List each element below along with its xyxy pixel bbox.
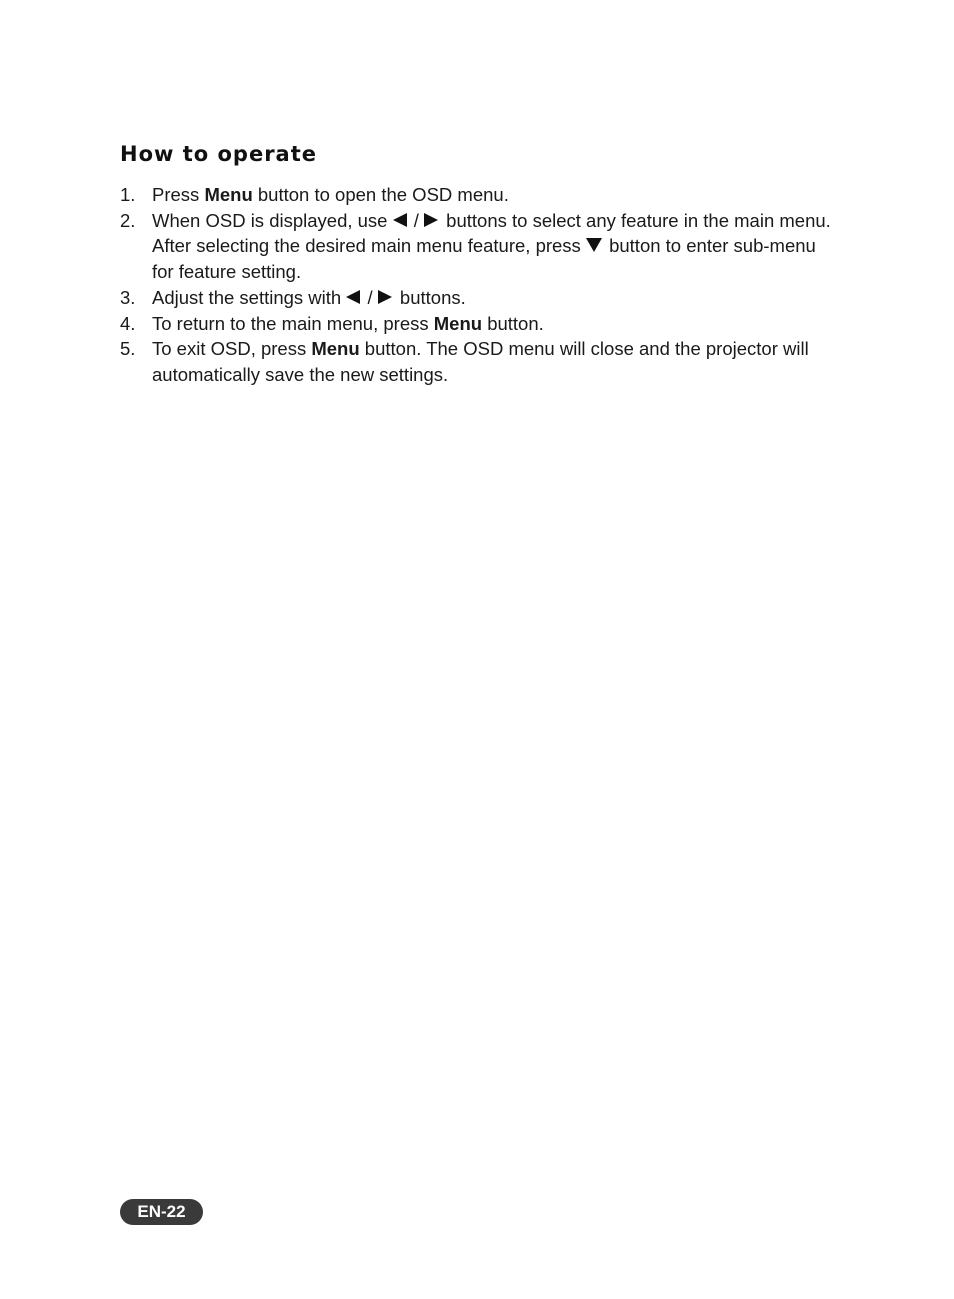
step-line: When OSD is displayed, use / buttons to select any feature in the main menu. [152, 209, 831, 231]
step-number: 4. [120, 312, 136, 334]
list-item [120, 182, 860, 208]
triangle-right-icon [378, 290, 392, 304]
step-number: 5. [120, 338, 136, 360]
triangle-down-icon [586, 238, 602, 252]
step-line: After selecting the desired main menu feature, press button to enter sub-menu [152, 235, 816, 257]
list-item [120, 285, 860, 311]
step-line: To exit OSD, press Menu button. The OSD menu will close and the projector will [152, 338, 809, 360]
step-line: automatically save the new settings. [152, 363, 449, 385]
step-line: for feature setting. [152, 261, 302, 283]
step-line: Press Menu button to open the OSD menu. [152, 184, 509, 205]
triangle-left-icon [393, 213, 407, 227]
instruction-list [120, 182, 860, 388]
step-number: 1. [120, 184, 136, 205]
step-line: To return to the main menu, press Menu button. [152, 312, 544, 334]
step-number: 3. [120, 286, 136, 308]
list-item [120, 311, 860, 337]
page-number-badge: EN-22 [120, 1199, 203, 1225]
list-item [120, 336, 860, 387]
list-item [120, 208, 860, 285]
menu-keyword: Menu [433, 312, 483, 334]
step-line: Adjust the settings with / buttons. [152, 286, 466, 308]
step-number: 2. [120, 209, 136, 231]
menu-keyword: Menu [204, 184, 253, 205]
menu-keyword: Menu [311, 338, 360, 360]
triangle-right-icon [424, 213, 438, 227]
triangle-left-icon [346, 290, 360, 304]
section-title: How to operate [120, 142, 318, 166]
